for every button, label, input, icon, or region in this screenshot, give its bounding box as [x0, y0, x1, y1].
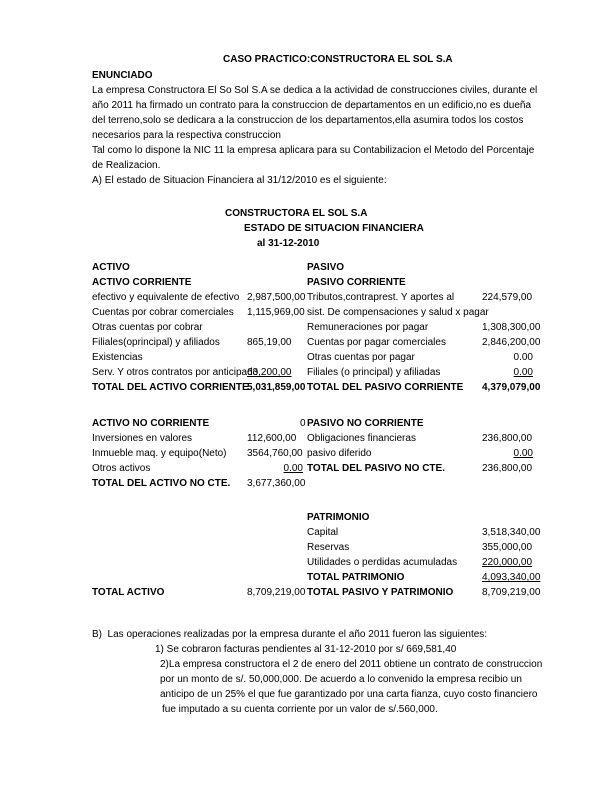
- enunciado-heading: ENUNCIADO: [92, 70, 153, 81]
- account-value: 224,579,00: [482, 292, 533, 303]
- account-label: Filiales (o principal) y afiliadas: [307, 367, 441, 378]
- total-label: TOTAL DEL ACTIVO CORRIENTE: [92, 382, 249, 393]
- intro-line-estado: A) El estado de Situacion Financiera al 31/12/2010 es el siguiente:: [92, 175, 387, 186]
- account-label: Inversiones en valores: [92, 433, 193, 444]
- account-label: efectivo y equivalente de efectivo: [92, 292, 240, 303]
- total-value: 4,093,340,00: [482, 572, 541, 583]
- account-label: pasivo diferido: [307, 448, 372, 459]
- total-pasivo-patrimonio-value: 8,709,219,00: [482, 587, 541, 598]
- operations-heading: B) Las operaciones realizadas por la empresa durante el año 2011 fueron las siguientes:: [92, 629, 488, 640]
- total-value: 236,800,00: [482, 463, 533, 474]
- doc-title: CASO PRACTICO:CONSTRUCTORA EL SOL S.A: [223, 54, 453, 65]
- total-activo-value: 8,709,219,00: [247, 587, 306, 598]
- account-value: 2,846,200,00: [482, 337, 541, 348]
- heading-pasivo-corriente: PASIVO CORRIENTE: [307, 277, 406, 288]
- heading-pasivo: PASIVO: [307, 262, 345, 273]
- total-value: 4,379,079,00: [482, 382, 541, 393]
- account-value: 0.00: [513, 352, 533, 363]
- operations-line: 2)La empresa constructora el 2 de enero del 2011 obtiene un contrato de construccion: [160, 659, 543, 670]
- heading-patrimonio: PATRIMONIO: [307, 512, 370, 523]
- statement-company: CONSTRUCTORA EL SOL S.A: [225, 208, 368, 219]
- account-label: Inmueble maq. y equipo(Neto): [92, 448, 227, 459]
- account-value: 236,800,00: [482, 433, 533, 444]
- account-label: Otras cuentas por pagar: [307, 352, 415, 363]
- total-label: TOTAL PATRIMONIO: [307, 572, 405, 583]
- total-label: TOTAL DEL PASIVO CORRIENTE: [307, 382, 464, 393]
- operations-line: 1) Se cobraron facturas pendientes al 31-12-2010 por s/ 669,581,40: [155, 644, 457, 655]
- account-value: 0.00: [513, 367, 533, 378]
- total-pasivo-patrimonio-label: TOTAL PASIVO Y PATRIMONIO: [307, 587, 454, 598]
- intro-line: de Realizacion.: [92, 160, 161, 171]
- heading-activo-corriente: ACTIVO CORRIENTE: [92, 277, 192, 288]
- account-label: Serv. Y otros contratos por anticipado: [92, 367, 259, 378]
- statement-title: ESTADO DE SITUACION FINANCIERA: [244, 223, 424, 234]
- account-label: Cuentas por cobrar comerciales: [92, 307, 234, 318]
- heading-activo: ACTIVO: [92, 262, 130, 273]
- account-label: Obligaciones financieras: [307, 433, 416, 444]
- account-label: Otros activos: [92, 463, 151, 474]
- total-label: TOTAL DEL PASIVO NO CTE.: [307, 463, 445, 474]
- intro-line: La empresa Constructora El So Sol S.A se dedica a la actividad de construcciones civiles, durante el: [92, 85, 538, 96]
- account-label: Cuentas por pagar comerciales: [307, 337, 446, 348]
- account-value: 1,308,300,00: [482, 322, 541, 333]
- total-value: 5,031,859,00: [247, 382, 306, 393]
- total-label: TOTAL DEL ACTIVO NO CTE.: [92, 478, 231, 489]
- account-value: 220,000,00: [482, 557, 533, 568]
- heading-activo-no-corriente: ACTIVO NO CORRIENTE: [92, 418, 210, 429]
- intro-line: Tal como lo dispone la NIC 11 la empresa aplicara para su Contabilizacion el Metodo del Porcentaje: [92, 145, 535, 156]
- account-value: 1,115,969,00: [247, 307, 305, 318]
- account-value: 3564,760,00: [247, 448, 303, 459]
- operations-line: anticipo de un 25% el que fue garantizado por una carta fianza, cuyo costo financiero: [160, 689, 538, 700]
- account-value: 63,200,00: [247, 367, 292, 378]
- account-value: 3,518,340,00: [482, 527, 541, 538]
- account-value: 112,600,00: [247, 433, 297, 444]
- intro-line: del terreno,solo se dedicara a la construccion de los departamentos,ella asumira todos los costos: [92, 115, 524, 126]
- account-label: Otras cuentas por cobrar: [92, 322, 203, 333]
- account-value: 2,987,500,00: [247, 292, 306, 303]
- account-label: Capital: [307, 527, 339, 538]
- account-label: Tributos,contraprest. Y aportes al: [307, 292, 455, 303]
- account-label: sist. De compensaciones y salud x pagar: [307, 307, 489, 318]
- operations-line: por un monto de s/. 50,000,000. De acuerdo a lo convenido la empresa recibio un: [160, 674, 522, 685]
- total-value: 3,677,360,00: [247, 478, 306, 489]
- total-activo-label: TOTAL ACTIVO: [92, 587, 165, 598]
- account-label: Filiales(oprincipal) y afiliados: [92, 337, 220, 348]
- stray-zero: 0: [300, 418, 306, 429]
- intro-line: necesarios para la respectiva construccion: [92, 130, 281, 141]
- account-label: Reservas: [307, 542, 350, 553]
- intro-line: año 2011 ha firmado un contrato para la construccion de departamentos en un edificio,no es dueña: [92, 100, 531, 111]
- account-value: 355,000,00: [482, 542, 533, 553]
- heading-pasivo-no-corriente: PASIVO NO CORRIENTE: [307, 418, 424, 429]
- account-label: Remuneraciones por pagar: [307, 322, 429, 333]
- account-value: 0.00: [513, 448, 533, 459]
- account-label: Existencias: [92, 352, 143, 363]
- account-label: Utilidades o perdidas acumuladas: [307, 557, 458, 568]
- statement-date: al 31-12-2010: [257, 238, 320, 249]
- account-value: 0.00: [283, 463, 303, 474]
- account-value: 865,19,00: [247, 337, 292, 348]
- operations-line: fue imputado a su cuenta corriente por un valor de s/.560,000.: [162, 704, 438, 715]
